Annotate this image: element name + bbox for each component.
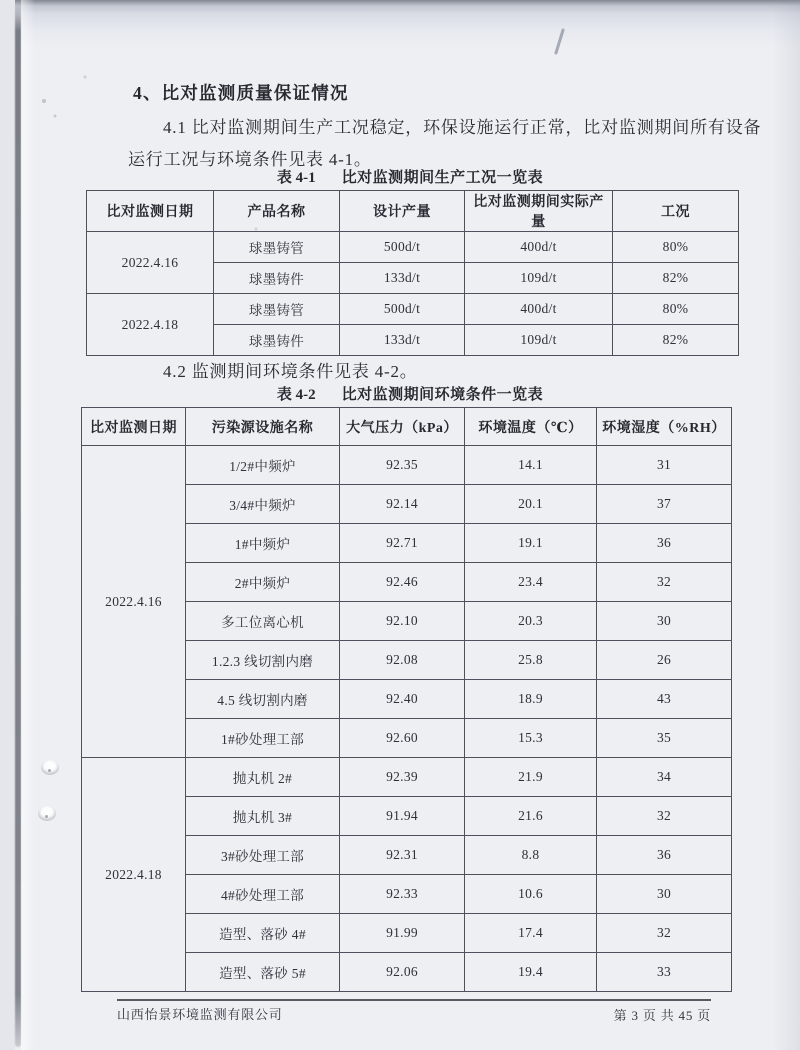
table-caption-label: 表 4-2	[276, 387, 316, 403]
table-cell: 400d/t	[465, 294, 613, 325]
table-cell: 球墨铸管	[214, 294, 340, 325]
table-cell: 92.71	[340, 524, 465, 563]
table-cell: 3#砂处理工部	[186, 836, 340, 875]
paragraph-4-1-line2: 运行工况与环境条件见表 4-1。	[128, 150, 372, 169]
column-header: 环境温度（℃）	[465, 408, 597, 446]
table-cell: 33	[597, 953, 732, 992]
table-caption-title: 比对监测期间环境条件一览表	[341, 387, 544, 403]
table-cell: 37	[597, 485, 732, 524]
table-cell: 15.3	[465, 719, 597, 758]
column-header: 比对监测期间实际产量	[465, 191, 613, 232]
table-cell: 抛丸机 3#	[186, 797, 340, 836]
table-cell: 2#中频炉	[186, 563, 340, 602]
table-cell: 20.1	[465, 485, 597, 524]
table-4-2	[81, 407, 732, 992]
table-cell: 19.1	[465, 524, 597, 563]
table-cell: 80%	[613, 294, 739, 325]
table-cell: 31	[597, 446, 732, 485]
table-cell: 92.08	[340, 641, 465, 680]
column-header: 大气压力（kPa）	[340, 408, 465, 446]
table-4-2-caption	[84, 383, 736, 404]
column-header: 污染源设施名称	[186, 408, 340, 446]
table-cell: 92.40	[340, 680, 465, 719]
table-cell: 92.35	[340, 446, 465, 485]
column-header: 工况	[613, 191, 739, 232]
table-cell: 21.6	[465, 797, 597, 836]
table-cell: 球墨铸件	[214, 325, 340, 356]
table-cell: 400d/t	[465, 232, 613, 263]
table-cell: 17.4	[465, 914, 597, 953]
column-header: 产品名称	[214, 191, 340, 232]
table-row	[82, 758, 732, 797]
table-cell: 14.1	[465, 446, 597, 485]
table-cell: 8.8	[465, 836, 597, 875]
table-cell: 30	[597, 875, 732, 914]
table-cell: 34	[597, 758, 732, 797]
table-cell: 43	[597, 680, 732, 719]
table-cell: 1#中频炉	[186, 524, 340, 563]
table-cell: 造型、落砂 4#	[186, 914, 340, 953]
table-cell: 1.2.3 线切割内磨	[186, 641, 340, 680]
table-cell: 多工位离心机	[186, 602, 340, 641]
table-row	[87, 294, 739, 325]
table-4-1-head	[87, 191, 739, 232]
table-cell: 抛丸机 2#	[186, 758, 340, 797]
page-edge-highlight	[21, 0, 35, 1050]
table-4-2-body	[82, 446, 732, 992]
date-cell: 2022.4.18	[87, 294, 214, 356]
table-cell: 4#砂处理工部	[186, 875, 340, 914]
header-row	[82, 408, 732, 446]
table-cell: 1#砂处理工部	[186, 719, 340, 758]
table-cell: 133d/t	[340, 263, 465, 294]
table-cell: 109d/t	[465, 325, 613, 356]
scan-right-vignette	[772, 0, 800, 1050]
table-cell: 25.8	[465, 641, 597, 680]
table-cell: 36	[597, 836, 732, 875]
table-cell: 133d/t	[340, 325, 465, 356]
column-header: 比对监测日期	[82, 408, 186, 446]
scan-left-margin	[0, 0, 15, 1050]
table-caption-title: 比对监测期间生产工况一览表	[341, 170, 544, 186]
date-cell: 2022.4.16	[87, 232, 214, 294]
table-caption-label: 表 4-1	[276, 170, 316, 186]
footer-divider	[117, 999, 711, 1001]
table-cell: 92.31	[340, 836, 465, 875]
header-row	[87, 191, 739, 232]
table-cell: 3/4#中频炉	[186, 485, 340, 524]
table-cell: 82%	[613, 325, 739, 356]
table-cell: 92.06	[340, 953, 465, 992]
table-cell: 21.9	[465, 758, 597, 797]
table-cell: 1/2#中频炉	[186, 446, 340, 485]
table-cell: 球墨铸管	[214, 232, 340, 263]
table-4-1-caption	[84, 166, 736, 187]
table-cell: 92.39	[340, 758, 465, 797]
table-4-1	[86, 190, 739, 356]
column-header: 比对监测日期	[87, 191, 214, 232]
table-cell: 19.4	[465, 953, 597, 992]
table-cell: 4.5 线切割内磨	[186, 680, 340, 719]
paragraph-4-1-line1: 4.1 比对监测期间生产工况稳定，环保设施运行正常，比对监测期间所有设备	[163, 118, 762, 137]
scan-dust-specks	[0, 0, 2, 2]
table-cell: 92.60	[340, 719, 465, 758]
binding-hole	[41, 760, 59, 775]
scan-top-edge-shadow	[0, 0, 800, 48]
table-cell: 30	[597, 602, 732, 641]
table-4-1-body	[87, 232, 739, 356]
table-cell: 32	[597, 797, 732, 836]
table-cell: 32	[597, 563, 732, 602]
table-cell: 92.33	[340, 875, 465, 914]
column-header: 设计产量	[340, 191, 465, 232]
footer-page-number: 第 3 页 共 45 页	[613, 1008, 711, 1023]
table-cell: 36	[597, 524, 732, 563]
table-cell: 球墨铸件	[214, 263, 340, 294]
table-cell: 18.9	[465, 680, 597, 719]
table-cell: 35	[597, 719, 732, 758]
table-cell: 80%	[613, 232, 739, 263]
table-cell: 23.4	[465, 563, 597, 602]
table-cell: 26	[597, 641, 732, 680]
table-cell: 109d/t	[465, 263, 613, 294]
table-cell: 造型、落砂 5#	[186, 953, 340, 992]
table-cell: 20.3	[465, 602, 597, 641]
table-cell: 91.94	[340, 797, 465, 836]
table-cell: 92.14	[340, 485, 465, 524]
table-cell: 10.6	[465, 875, 597, 914]
section-heading: 4、比对监测质量保证情况	[133, 83, 349, 103]
table-cell: 92.46	[340, 563, 465, 602]
table-cell: 500d/t	[340, 232, 465, 263]
footer-company: 山西怡景环境监测有限公司	[117, 1007, 283, 1022]
date-cell: 2022.4.18	[82, 758, 186, 992]
table-row	[82, 446, 732, 485]
column-header: 环境湿度（%RH）	[597, 408, 732, 446]
binding-hole	[38, 806, 56, 821]
table-cell: 91.99	[340, 914, 465, 953]
table-row	[87, 232, 739, 263]
table-cell: 82%	[613, 263, 739, 294]
table-4-2-head	[82, 408, 732, 446]
table-cell: 32	[597, 914, 732, 953]
table-cell: 500d/t	[340, 294, 465, 325]
table-cell: 92.10	[340, 602, 465, 641]
date-cell: 2022.4.16	[82, 446, 186, 758]
paragraph-4-2: 4.2 监测期间环境条件见表 4-2。	[163, 362, 418, 381]
